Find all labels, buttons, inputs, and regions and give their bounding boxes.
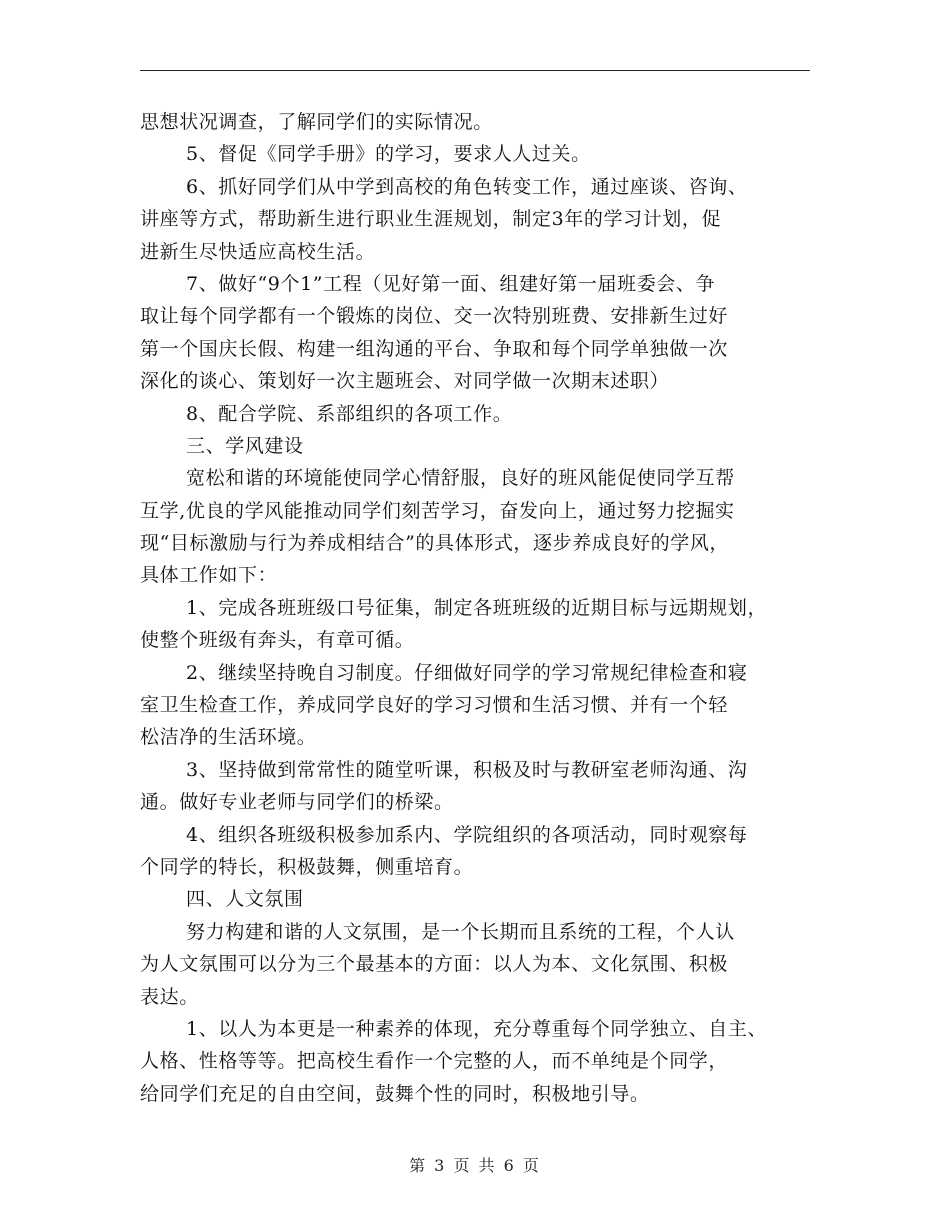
text-line: 思想状况调查，了解同学们的实际情况。	[140, 111, 493, 133]
text-line: 表达。	[140, 985, 199, 1008]
text-line: 5、督促《同学手册》的学习，要求人人过关。	[186, 143, 591, 166]
text-line: 6、抓好同学们从中学到高校的角色转变工作，通过座谈、咨询、	[186, 175, 748, 198]
text-line: 四、人文氛围	[186, 888, 304, 911]
text-line: 8、配合学院、系部组织的各项工作。	[186, 402, 513, 425]
text-line: 1、完成各班班级口号征集，制定各班班级的近期目标与远期规划，	[186, 596, 768, 619]
text-line: 松洁净的生活环境。	[140, 726, 317, 749]
text-line: 人格、性格等等。把高校生看作一个完整的人，而不单纯是个同学，	[140, 1050, 729, 1073]
text-line: 互学,优良的学风能推动同学们刻苦学习，奋发向上，通过努力挖掘实	[140, 499, 735, 522]
page-footer: 第 3 页 共 6 页	[409, 1156, 541, 1175]
text-line: 宽松和谐的环境能使同学心情舒服，良好的班风能促使同学互帮	[186, 467, 735, 490]
text-line: 深化的谈心、策划好一次主题班会、对同学做一次期末述职）	[140, 370, 670, 393]
text-line: 4、组织各班级积极参加系内、学院组织的各项活动，同时观察每	[186, 823, 748, 846]
header-rule	[140, 70, 810, 71]
text-line: 7、做好“9个1”工程（见好第一面、组建好第一届班委会、争	[186, 272, 716, 295]
text-line: 1、以人为本更是一种素养的体现，充分尊重每个同学独立、自主、	[186, 1017, 768, 1040]
text-line: 具体工作如下：	[140, 564, 278, 587]
text-line: 进新生尽快适应高校生活。	[140, 240, 376, 263]
text-line: 室卫生检查工作，养成同学良好的学习习惯和生活习惯、并有一个轻	[140, 694, 729, 717]
text-line: 取让每个同学都有一个锻炼的岗位、交一次特别班费、安排新生过好	[140, 305, 729, 328]
text-line: 给同学们充足的自由空间，鼓舞个性的同时，积极地引导。	[140, 1082, 650, 1105]
text-line: 三、学风建设	[186, 434, 304, 457]
text-line: 2、继续坚持晚自习制度。仔细做好同学的学习常规纪律检查和寝	[186, 661, 748, 684]
text-line: 使整个班级有奔头，有章可循。	[140, 629, 415, 652]
text-line: 3、坚持做到常常性的随堂听课，积极及时与教研室老师沟通、沟	[186, 758, 748, 781]
text-line: 第一个国庆长假、构建一组沟通的平台、争取和每个同学单独做一次	[140, 337, 729, 360]
text-line: 个同学的特长，积极鼓舞，侧重培育。	[140, 855, 474, 878]
text-line: 努力构建和谐的人文氛围，是一个长期而且系统的工程，个人认	[186, 920, 735, 943]
text-line: 通。做好专业老师与同学们的桥梁。	[140, 791, 454, 814]
text-line: 讲座等方式，帮助新生进行职业生涯规划，制定3年的学习计划，促	[140, 208, 722, 231]
document-body	[140, 106, 815, 1110]
text-line: 为人文氛围可以分为三个最基本的方面：以人为本、文化氛围、积极	[140, 953, 729, 976]
text-line: 现“目标激励与行为养成相结合”的具体形式，逐步养成良好的学风，	[140, 532, 730, 555]
